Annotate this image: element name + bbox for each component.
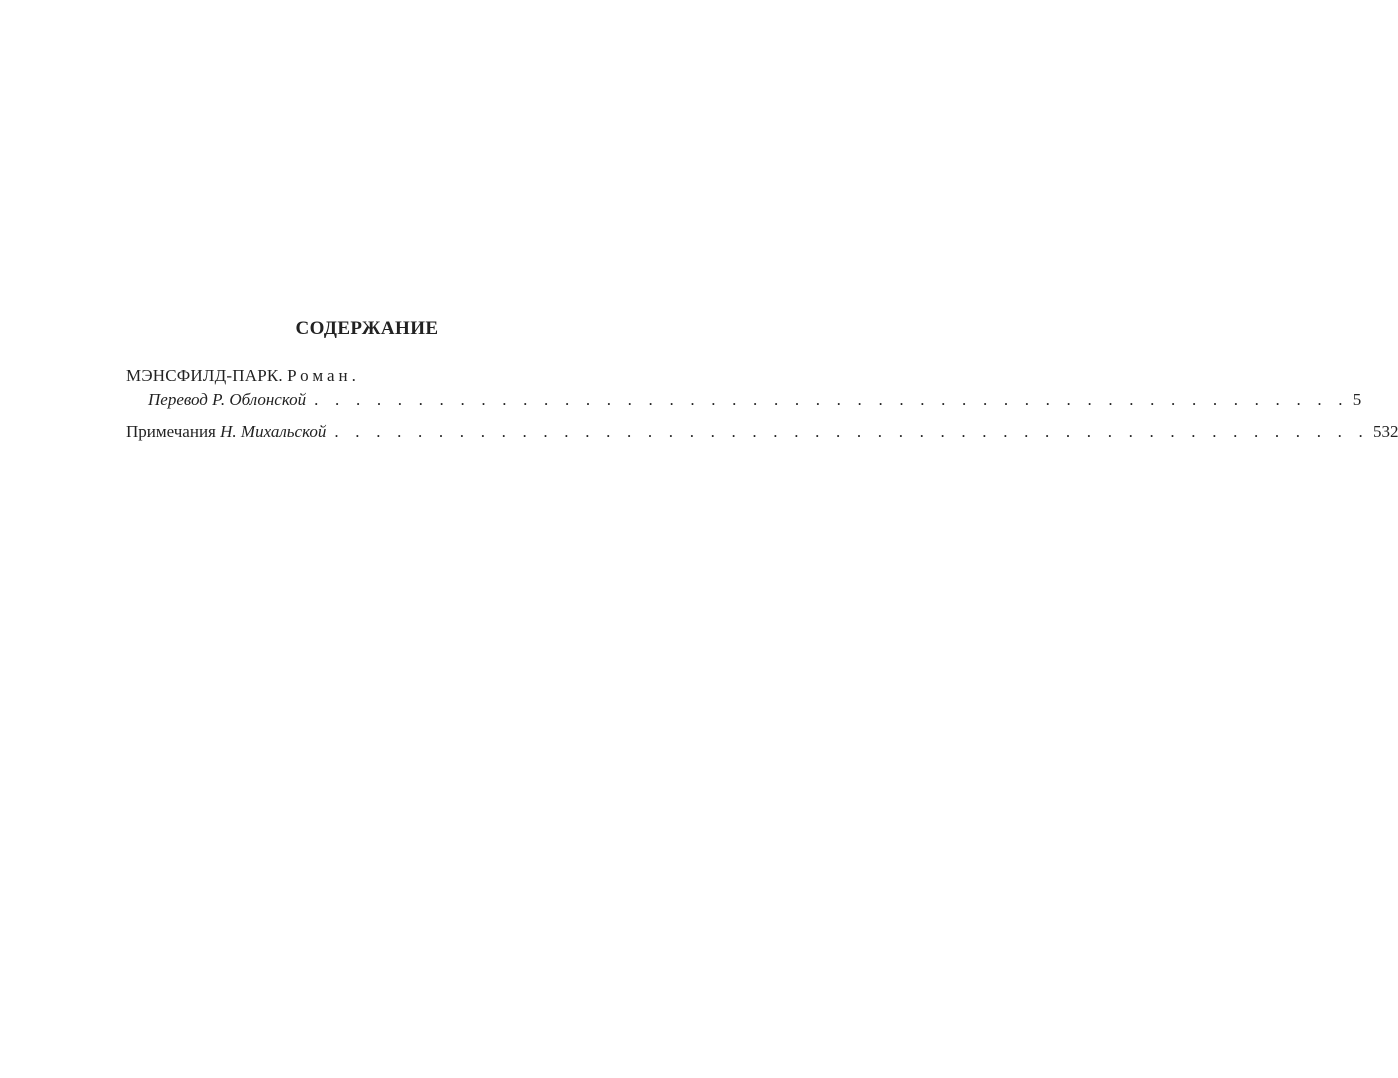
toc-heading: СОДЕРЖАНИЕ	[295, 318, 439, 339]
notes-author: Н. Михальской	[220, 422, 327, 441]
toc-entry-translator-line	[126, 388, 1362, 412]
toc-entry-mansfield-park[interactable]	[126, 364, 1362, 412]
toc-entry-title-line	[126, 364, 608, 388]
page-number: 532	[1372, 422, 1398, 441]
table-of-contents	[126, 316, 1398, 444]
dot-leader: . . . . . . . . . . . . . . . . . . . . . . . . . . . . . . . . . . . . . . . . . . . . . . . . . .	[314, 390, 1349, 409]
page-number: 5	[1352, 390, 1362, 409]
translator-credit: Перевод Р. Облонской	[148, 390, 307, 409]
work-title: МЭНСФИЛД-ПАРК.	[126, 366, 283, 385]
notes-title: Примечания	[126, 422, 216, 441]
work-genre: Роман.	[287, 366, 360, 385]
toc-entry-notes[interactable]	[126, 420, 1398, 444]
dot-leader: . . . . . . . . . . . . . . . . . . . . . . . . . . . . . . . . . . . . . . . . . . . . . . . . . .	[334, 422, 1369, 441]
toc-entry-notes-line	[126, 420, 1398, 444]
